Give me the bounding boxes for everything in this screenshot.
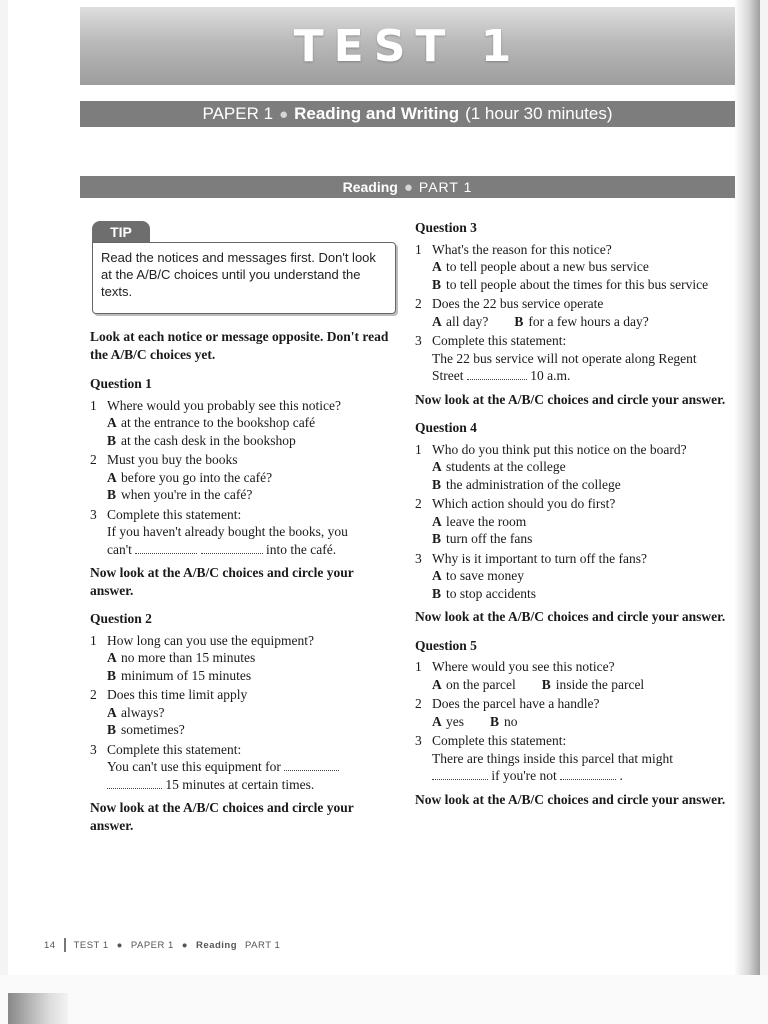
page-footer — [44, 938, 280, 952]
option-b: B when you're in the café? — [107, 487, 253, 502]
question-1-title: Question 1 — [90, 376, 152, 391]
item-number: 3 — [90, 741, 97, 757]
item-text: Where would you probably see this notice? — [107, 397, 341, 413]
option-a: A students at the college — [432, 459, 566, 474]
item-text: What's the reason for this notice? — [432, 241, 612, 257]
list-item — [90, 741, 400, 794]
list-item — [415, 295, 727, 330]
option-a: A to tell people about a new bus service — [432, 259, 649, 274]
option-b: B to tell people about the times for this bus service — [432, 276, 709, 292]
list-item — [415, 658, 727, 693]
item-text: Does this time limit apply — [107, 687, 248, 702]
option-row — [432, 676, 727, 694]
answer-blank[interactable] — [467, 369, 527, 380]
question-5-title: Question 5 — [415, 637, 477, 653]
option-b: B no — [490, 713, 518, 729]
item-text: Complete this statement: — [107, 506, 242, 522]
tip-label: TIP — [92, 221, 150, 243]
option-row — [432, 713, 727, 731]
section-name: Reading — [342, 179, 398, 195]
circle-instruction: Now look at the A/B/C choices and circle your answer. — [415, 391, 726, 407]
item-number: 1 — [415, 659, 422, 674]
item-text: Complete this statement: — [432, 333, 567, 348]
circle-instruction: Now look at the A/B/C choices and circle your answer. — [415, 609, 726, 624]
next-page-edge — [8, 993, 68, 1024]
item-number: 2 — [415, 296, 422, 311]
list-item — [415, 495, 727, 548]
list-item — [90, 686, 400, 739]
item-number: 3 — [90, 506, 97, 522]
option-a: A on the parcel — [432, 676, 516, 692]
footer-reading: Reading — [196, 939, 238, 951]
option-b: B turn off the fans — [432, 531, 533, 546]
item-text: Complete this statement: — [432, 733, 567, 748]
item-number: 2 — [415, 696, 422, 711]
item-number: 2 — [415, 496, 422, 511]
paper-subject: Reading and Writing — [294, 104, 460, 123]
circle-instruction: Now look at the A/B/C choices and circle your answer. — [415, 791, 726, 807]
item-text: Where would you see this notice? — [432, 659, 615, 674]
option-a: A before you go into the café? — [107, 469, 273, 485]
item-text: Which action should you do first? — [432, 496, 616, 511]
bullet-icon: ● — [403, 178, 413, 196]
item-number: 3 — [415, 333, 422, 348]
list-item — [415, 732, 727, 785]
test-title: TEST 1 — [293, 20, 522, 72]
option-a: A to save money — [432, 568, 524, 583]
item-text: Complete this statement: — [107, 741, 242, 757]
item-number: 3 — [415, 733, 422, 748]
bullet-icon: ● — [279, 105, 289, 123]
item-text: Does the parcel have a handle? — [432, 696, 600, 711]
answer-blank[interactable] — [432, 769, 488, 780]
question-4-title: Question 4 — [415, 420, 477, 435]
paper-heading-bar — [80, 101, 735, 127]
right-column — [415, 219, 727, 819]
circle-instruction: Now look at the A/B/C choices and circle your answer. — [90, 800, 354, 833]
statement-line: The 22 bus service will not operate along Regent — [432, 350, 697, 366]
page-number: 14 — [44, 939, 56, 951]
list-item — [415, 332, 727, 385]
item-number: 1 — [415, 441, 422, 457]
footer-paper: PAPER 1 — [130, 939, 174, 951]
answer-blank[interactable] — [107, 778, 162, 789]
list-item — [90, 397, 400, 450]
option-b: B sometimes? — [107, 722, 185, 737]
option-a: A at the entrance to the bookshop café — [107, 415, 316, 430]
circle-instruction: Now look at the A/B/C choices and circle your answer. — [90, 565, 354, 598]
statement-line: If you haven't already bought the books, you — [107, 524, 348, 539]
item-number: 1 — [415, 241, 422, 257]
statement-gap-line: 15 minutes at certain times. — [107, 776, 400, 794]
footer-test: TEST 1 — [73, 939, 109, 951]
statement-line: There are things inside this parcel that might — [432, 750, 674, 766]
question-2-title: Question 2 — [90, 611, 152, 626]
list-item — [415, 550, 727, 603]
question-3-title: Question 3 — [415, 220, 477, 235]
option-b: B to stop accidents — [432, 585, 536, 601]
option-row — [432, 313, 727, 331]
item-number: 2 — [90, 687, 97, 702]
item-number: 3 — [415, 550, 422, 566]
option-b: B at the cash desk in the bookshop — [107, 432, 296, 448]
left-column — [90, 328, 400, 845]
list-item — [415, 695, 727, 730]
option-a: A leave the room — [432, 513, 527, 529]
item-text: How long can you use the equipment? — [107, 632, 314, 648]
answer-blank[interactable] — [560, 769, 616, 780]
option-b: B for a few hours a day? — [514, 313, 649, 329]
statement-gap-line: if you're not . — [432, 767, 727, 785]
footer-part: PART 1 — [245, 939, 281, 951]
option-a: A all day? — [432, 313, 489, 329]
list-item — [90, 632, 400, 685]
item-text: Must you buy the books — [107, 452, 238, 467]
test-title-banner — [80, 7, 735, 85]
tip-box: Read the notices and messages first. Don't look at the A/B/C choices until you understand the texts. — [92, 242, 396, 314]
statement-gap-line: can't into the café. — [107, 541, 337, 557]
paper-duration: (1 hour 30 minutes) — [465, 104, 613, 123]
list-item — [415, 241, 727, 294]
below-page-area — [0, 975, 768, 1024]
list-item — [415, 441, 727, 494]
item-text: Why is it important to turn off the fans? — [432, 550, 647, 566]
answer-blank[interactable] — [284, 760, 339, 771]
statement-gap-line: You can't use this equipment for — [107, 758, 400, 776]
footer-divider — [64, 938, 66, 952]
answer-blank[interactable] — [135, 543, 197, 554]
list-item — [90, 451, 400, 504]
item-number: 1 — [90, 632, 97, 648]
item-text: Does the 22 bus service operate — [432, 296, 604, 311]
answer-blank[interactable] — [201, 543, 263, 554]
option-a: A always? — [107, 704, 165, 720]
section-part: PART 1 — [418, 179, 473, 195]
statement-gap-line: Street 10 a.m. — [432, 368, 571, 383]
option-b: B minimum of 15 minutes — [107, 667, 252, 683]
option-a: A yes — [432, 713, 464, 729]
item-text: Who do you think put this notice on the board? — [432, 441, 687, 457]
option-a: A no more than 15 minutes — [107, 650, 256, 665]
option-b: B inside the parcel — [541, 676, 645, 692]
option-b: B the administration of the college — [432, 476, 621, 492]
book-spine-shadow — [734, 0, 760, 975]
bullet-icon: ● — [181, 939, 189, 951]
list-item — [90, 506, 400, 559]
bullet-icon: ● — [116, 939, 123, 951]
item-number: 2 — [90, 452, 97, 467]
item-number: 1 — [90, 397, 97, 413]
paper-label: PAPER 1 — [202, 104, 274, 123]
instruction-text: Look at each notice or message opposite. Don't read the A/B/C choices yet. — [90, 329, 389, 362]
section-heading-bar — [80, 176, 735, 198]
